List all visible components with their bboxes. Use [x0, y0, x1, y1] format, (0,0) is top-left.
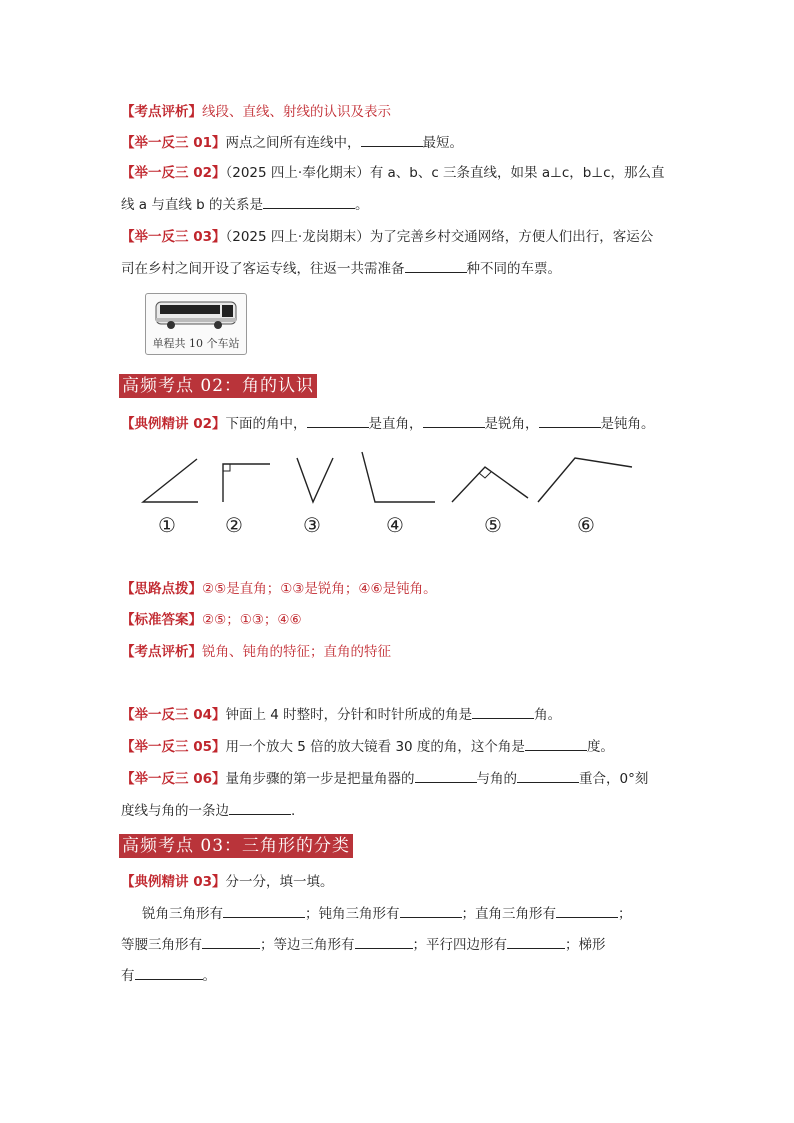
- ex03-text: 分一分，填一填。: [225, 874, 334, 890]
- tag-analysis: 【考点评析】: [121, 104, 202, 120]
- answer-blank[interactable]: [525, 736, 587, 751]
- angle-1: [143, 459, 198, 502]
- ex03-acute-label: 锐角三角形有: [142, 906, 223, 922]
- q06-text-end: .: [291, 803, 296, 819]
- q05-text-end: 度。: [586, 739, 614, 755]
- ex03-obtuse-label: ；钝角三角形有: [305, 906, 400, 922]
- question-02: [121, 163, 665, 183]
- answer-blank[interactable]: [405, 258, 467, 273]
- ex02-text-b: 是直角，: [368, 416, 423, 432]
- label-5: ⑤: [484, 513, 502, 537]
- section-heading-02: 高频考点 02：角的认识: [119, 374, 317, 398]
- question-03-cont: [121, 258, 561, 279]
- answer-blank[interactable]: [223, 903, 305, 918]
- ex03-isosceles-label: 等腰三角形有: [121, 937, 202, 953]
- answer-blank[interactable]: [263, 194, 355, 209]
- right-mark-5: [479, 472, 491, 478]
- ex03-row3-end: 。: [202, 968, 216, 984]
- example-03-row-1: [142, 903, 632, 924]
- q05-text: 用一个放大 5 倍的放大镜看 30 度的角，这个角是: [225, 739, 525, 755]
- answer-blank[interactable]: [400, 903, 462, 918]
- tag-q06: 【举一反三 06】: [121, 771, 226, 787]
- question-04: [121, 704, 561, 725]
- question-06-cont: [121, 800, 295, 821]
- q06-text-2: 度线与角的一条边: [121, 803, 229, 819]
- q06-text-b: 与角的: [476, 771, 517, 787]
- label-1: ①: [158, 513, 176, 537]
- analysis-line-1: [121, 102, 391, 122]
- label-2: ②: [225, 513, 243, 537]
- tag-hint: 【思路点拨】: [121, 581, 202, 597]
- tag-analysis: 【考点评析】: [121, 644, 202, 660]
- example-03: [121, 872, 334, 892]
- question-03: [121, 227, 653, 247]
- hint-text: ②⑤是直角；①③是锐角；④⑥是钝角。: [202, 581, 437, 597]
- answer-text: ②⑤；①③；④⑥: [202, 612, 302, 628]
- tag-example02: 【典例精讲 02】: [121, 416, 226, 432]
- angle-4: [362, 452, 435, 502]
- tag-q01: 【举一反三 01】: [121, 135, 226, 151]
- tag-q05: 【举一反三 05】: [121, 739, 226, 755]
- tag-q02: 【举一反三 02】: [121, 165, 226, 181]
- q04-text: 钟面上 4 时整时，分针和时针所成的角是: [225, 707, 473, 723]
- angle-5: [452, 467, 528, 502]
- answer-blank[interactable]: [307, 413, 369, 428]
- question-06: [121, 768, 648, 789]
- answer-blank[interactable]: [517, 768, 579, 783]
- answer-blank[interactable]: [415, 768, 477, 783]
- ex02-text: 下面的角中，: [225, 416, 307, 432]
- answer-blank[interactable]: [135, 965, 203, 980]
- answer-blank[interactable]: [507, 934, 565, 949]
- angle-figures: [0, 440, 794, 520]
- question-05: [121, 736, 614, 757]
- ex03-parallelogram-label: ；平行四边形有: [412, 937, 507, 953]
- answer-blank[interactable]: [355, 934, 413, 949]
- q01-text-end: 最短。: [422, 135, 463, 151]
- bus-icon: [146, 294, 246, 336]
- q06-text-c: 重合，0°刻: [579, 771, 649, 787]
- q06-text: 量角步骤的第一步是把量角器的: [225, 771, 415, 787]
- section-heading-03: 高频考点 03：三角形的分类: [119, 834, 353, 858]
- q02-text-2: 线 a 与直线 b 的关系是: [121, 197, 264, 213]
- label-4: ④: [386, 513, 404, 537]
- angle-3: [297, 458, 333, 502]
- angle-6: [538, 458, 632, 502]
- answer-blank[interactable]: [202, 934, 260, 949]
- tag-example03: 【典例精讲 03】: [121, 874, 226, 890]
- answer-blank[interactable]: [423, 413, 485, 428]
- q01-text: 两点之间所有连线中，: [225, 135, 361, 151]
- hint-line: [121, 579, 437, 599]
- right-mark-2: [223, 464, 230, 471]
- label-3: ③: [303, 513, 321, 537]
- tag-q03: 【举一反三 03】: [121, 229, 226, 245]
- q03-text-2: 司在乡村之间开设了客运专线，往返一共需准备: [121, 261, 405, 277]
- analysis-line-2: [121, 642, 391, 662]
- q02-text: （2025 四上·奉化期末）有 a、b、c 三条直线，如果 a⊥c，b⊥c，那么直: [225, 165, 665, 181]
- q03-text-end: 种不同的车票。: [466, 261, 561, 277]
- bus-caption: 单程共 10 个车站: [152, 337, 240, 350]
- ex03-right-label: ；直角三角形有: [461, 906, 556, 922]
- q02-text-end: 。: [355, 197, 369, 213]
- question-02-cont: [121, 194, 369, 215]
- tag-answer: 【标准答案】: [121, 612, 202, 628]
- answer-line: [121, 610, 302, 630]
- ex02-text-c: 是锐角，: [484, 416, 539, 432]
- answer-blank[interactable]: [472, 704, 534, 719]
- question-01: [121, 132, 463, 153]
- analysis-text: 线段、直线、射线的认识及表示: [202, 104, 391, 120]
- bus-image: [145, 293, 247, 355]
- answer-blank[interactable]: [556, 903, 618, 918]
- ex03-row1-end: ；: [618, 906, 632, 922]
- analysis-text: 锐角、钝角的特征；直角的特征: [202, 644, 391, 660]
- answer-blank[interactable]: [539, 413, 601, 428]
- answer-blank[interactable]: [229, 800, 291, 815]
- tag-q04: 【举一反三 04】: [121, 707, 226, 723]
- example-02: [121, 413, 655, 434]
- label-6: ⑥: [577, 513, 595, 537]
- q03-text: （2025 四上·龙岗期末）为了完善乡村交通网络，方便人们出行，客运公: [225, 229, 654, 245]
- answer-blank[interactable]: [361, 132, 423, 147]
- ex03-row3-text: 有: [121, 968, 135, 984]
- example-03-row-3: [121, 965, 216, 986]
- q04-text-end: 角。: [534, 707, 562, 723]
- ex03-equilateral-label: ；等边三角形有: [260, 937, 355, 953]
- ex03-trapezoid-label: ；梯形: [565, 937, 606, 953]
- example-03-row-2: [121, 934, 606, 955]
- ex02-text-d: 是钝角。: [600, 416, 655, 432]
